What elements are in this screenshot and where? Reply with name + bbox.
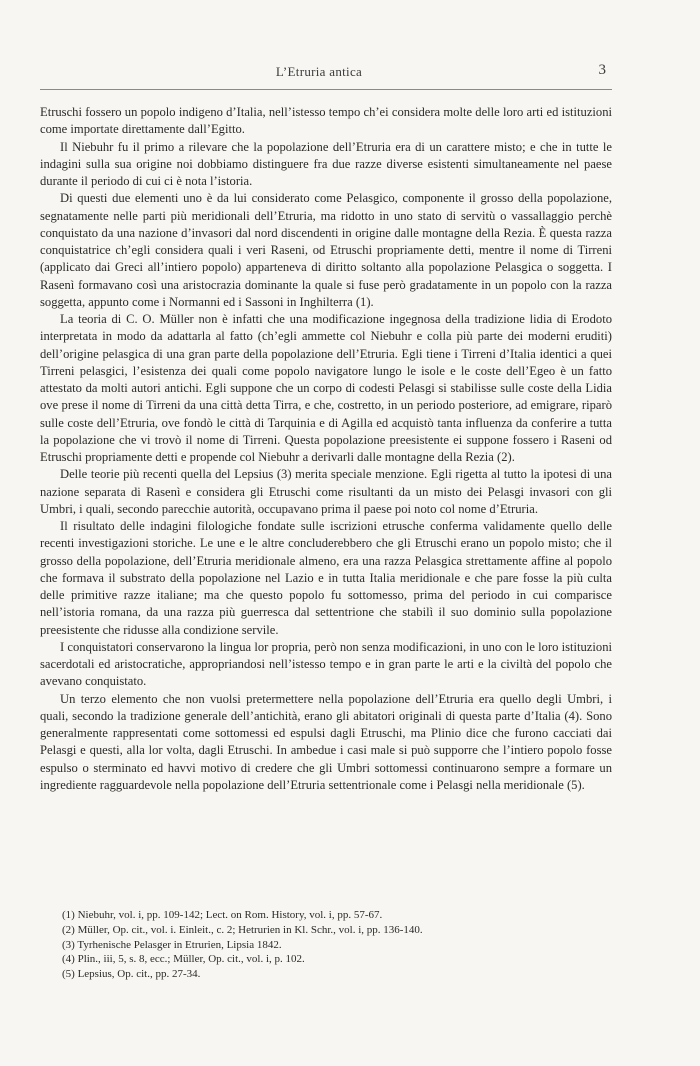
footnote: (4) Plin., iii, 5, s. 8, ecc.; Müller, Op. cit., vol. i, p. 102. [62, 953, 305, 966]
footnote: (1) Niebuhr, vol. i, pp. 109-142; Lect. on Rom. History, vol. i, pp. 57-67. [62, 909, 383, 921]
footnote: (2) Müller, Op. cit., vol. i. Einleit., c. 2; Hetrurien in Kl. Schr., vol. i, pp. 136-140. [62, 923, 423, 936]
page-header [40, 62, 606, 84]
header-rule [40, 89, 612, 90]
paragraph: Il risultato delle indagini filologiche fondate sulle iscrizioni etrusche conferma validamente quello delle recenti investigazioni storiche. Le une e le altre concluderebbero che gli Etruschi erano un popolo misto; che il grosso della popolazione, dell’Etruria meridionale almeno, era una razza Pelasgica strettamente affine al popolo che formava il substrato della popolazione nel Lazio e in tutta Italia meridionale e che pare fosse la più culta delle primitive razze italiane; ma che questo popolo fu sottomesso, prima del periodo in cui comparisce nell’istoria romana, da una razza più guerresca dal settentrione che stabilì il suo dominio sulla popolazione preesistente che ridusse alla condizione servile. [40, 519, 612, 637]
running-title: L’Etruria antica [275, 64, 363, 79]
footnote: (5) Lepsius, Op. cit., pp. 27-34. [62, 968, 201, 981]
paragraph: Il Niebuhr fu il primo a rilevare che la popolazione dell’Etruria era di un carattere misto; e che in tutte le indagini sulla sua origine noi dobbiamo distinguere fra due razze diverse esistenti simultaneamente nel paese durante il periodo di cui ci è nota l’istoria. [40, 139, 612, 188]
footnote: (3) Tyrhenische Pelasger in Etrurien, Lipsia 1842. [62, 938, 282, 951]
paragraph: La teoria di C. O. Müller non è infatti che una modificazione ingegnosa della tradizione lidia di Erodoto interpretata in modo da adattarla al fatto (ch’egli ammette col Niebuhr e colla più parte dei moderni eruditi) dell’origine pelasgica di una gran parte della popolazione dell’Etruria. Egli tiene i Tirreni d’Italia identici a quei Tirreni pelasgici, l’esistenza dei quali come popolo navigatore lungo le isole e le coste dell’Egeo è un fatto attestato da molti autori antichi. Egli suppone che un corpo di codesti Pelasgi si stabilisse sulle coste della Lidia ove prese il nome di Tirreni da una città detta Tirra, e che, costretto, in un periodo posteriore, ad emigrare, riparò sulle coste dell’Etruria, ove fondò le città di Tarquinia e di Agilla ed acquistò tanta influenza da conferire a tutta la popolazione che vi trovò il nome di Tirreni. Questa popolazione preesistente ei suppone fossero i Raseni od Etruschi propriamente detti e propende col Niebuhr a derivarli dalle montagne della Rezia (2). [40, 312, 612, 464]
footnotes [62, 908, 602, 982]
paragraph: Di questi due elementi uno è da lui considerato come Pelasgico, componente il grosso della popolazione, segnatamente nelle parti più meridionali dell’Etruria, ma ridotto in uno stato di servitù o vassallaggio perchè conquistato da una nazione d’invasori dal nord discendenti in origine dalle montagne della Rezia. È questa razza conquistatrice ch’egli considera quali i veri Raseni, od Etruschi propriamente detti, mentre il nome di Tirreni (applicato dai Greci all’intiero popolo) apparteneva di diritto soltanto alla popolazione Pelasgica o soggetta. I Rasenì formavano così una aristocrazia dominante la quale si fuse però gradatamente in un popolo con la razza soggetta, appunto come i Normanni ed i Sassoni in Inghilterra (1). [40, 191, 612, 309]
paragraph: Un terzo elemento che non vuolsi pretermettere nella popolazione dell’Etruria era quello degli Umbri, i quali, secondo la tradizione generale dell’antichità, erano gli abitatori originali di questa parte d’Italia (4). Sono generalmente rappresentati come sottomessi ed espulsi dagli Etruschi, ma Plinio dice che furono cacciati dai Pelasgi e questi, alla lor volta, dagli Etruschi. In ambedue i casi male si può supporre che l’intiero popolo fosse espulso o sterminato ed havvi motivo di credere che gli Umbri sottomessi continuarono sempre a formare un ingrediente ragguardevole nella popolazione dell’Etruria settentrionale come i Pelasgi nella meridionale (5). [40, 691, 612, 792]
body-text [40, 104, 612, 794]
paragraph: I conquistatori conservarono la lingua lor propria, però non senza modificazioni, in uno con le loro istituzioni sacerdotali ed aristocratiche, appropriandosi nell’istesso tempo e in gran parte le arti e la civiltà del popolo che avevano conquistato. [40, 639, 612, 689]
page-number: 3 [598, 62, 606, 78]
paragraph: Delle teorie più recenti quella del Lepsius (3) merita speciale menzione. Egli rigetta al tutto la ipotesi di una nazione separata di Rasenì e considera gli Etruschi come risultanti da un misto dei Pelasgi invasori con gli Umbri, i quali, secondo parecchie autorità, occupavano prima il paese poi noto col nome d’Etruria. [40, 467, 612, 516]
paragraph: Etruschi fossero un popolo indigeno d’Italia, nell’istesso tempo ch’ei considera molte delle loro arti ed istituzioni come importate direttamente dall’Egitto. [40, 105, 612, 137]
